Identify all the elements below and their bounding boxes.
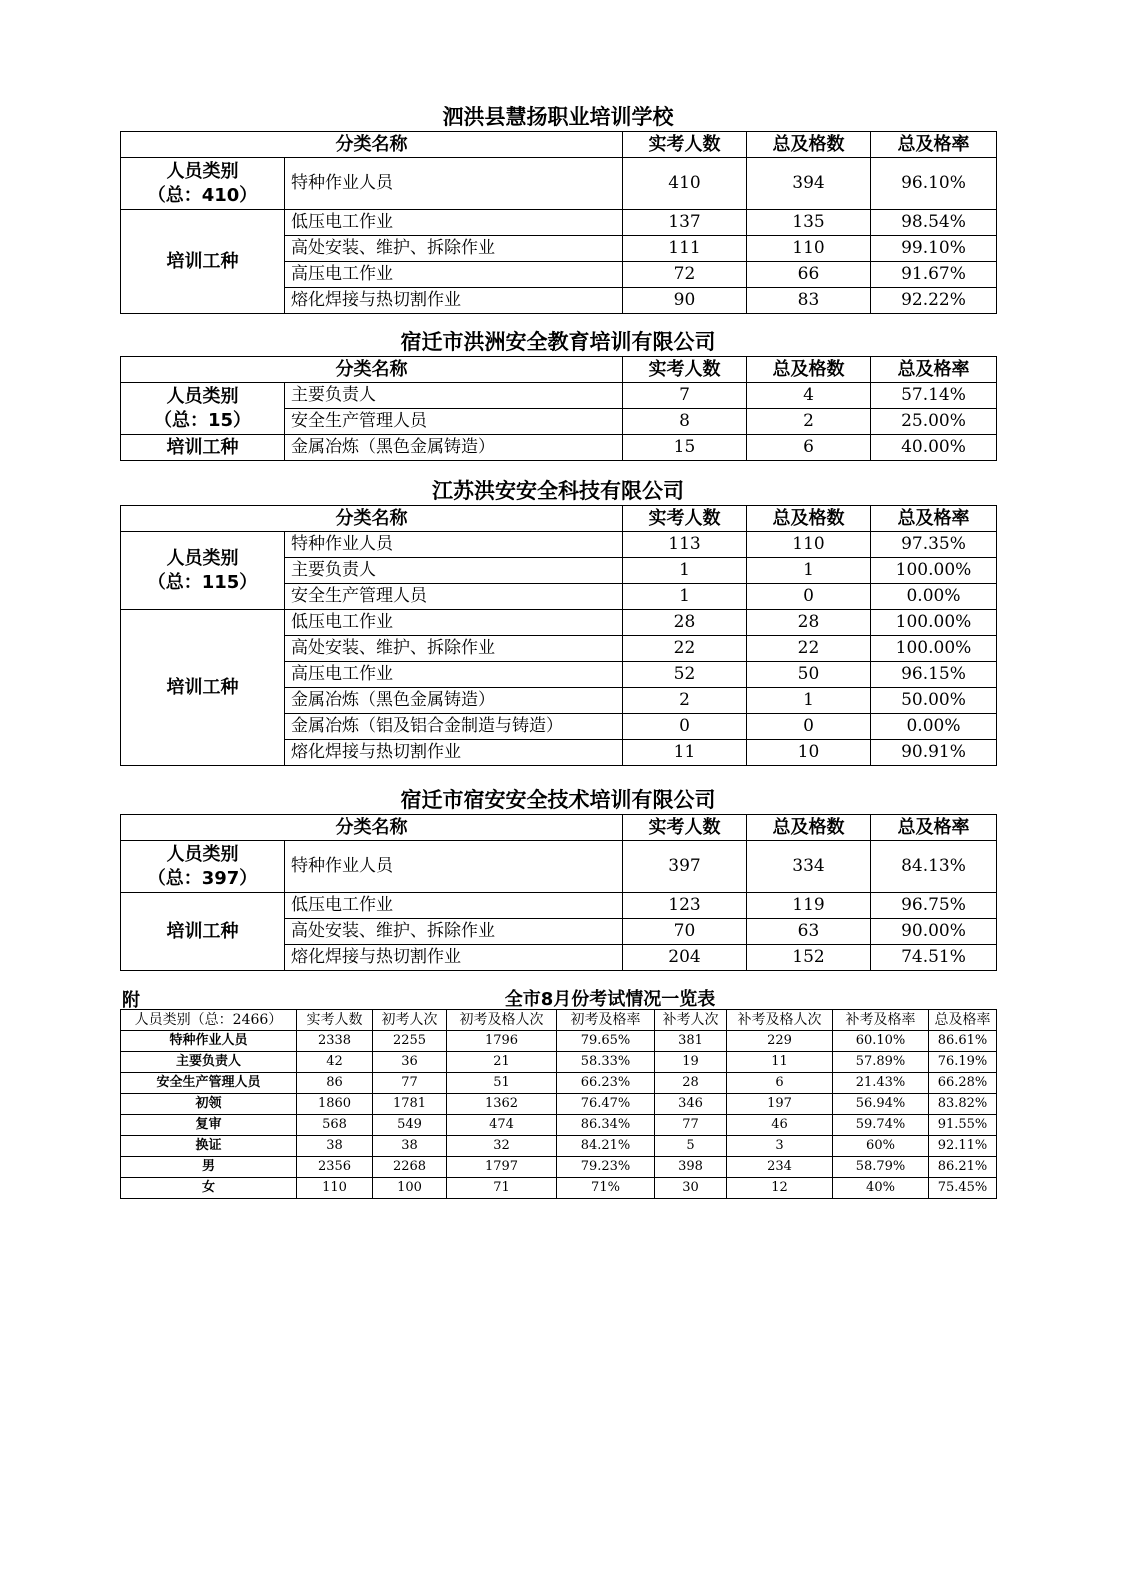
summary-cell: 1781 — [373, 1094, 447, 1115]
summary-cell: 2268 — [373, 1157, 447, 1178]
summary-cell: 32 — [447, 1136, 557, 1157]
summary-row — [121, 1115, 997, 1136]
row-rate: 0.00% — [871, 584, 997, 610]
summary-row-label: 换证 — [121, 1136, 297, 1157]
row-tested: 410 — [623, 158, 747, 210]
table-row — [121, 210, 997, 236]
header-tested: 实考人数 — [623, 132, 747, 158]
row-rate: 84.13% — [871, 841, 997, 893]
summary-cell: 77 — [373, 1073, 447, 1094]
summary-cell: 66.23% — [557, 1073, 655, 1094]
table-row — [121, 532, 997, 558]
summary-row — [121, 1031, 997, 1052]
summary-cell: 83.82% — [929, 1094, 997, 1115]
section-title: 宿迁市宿安安全技术培训有限公司 — [400, 788, 716, 812]
summary-cell: 21 — [447, 1052, 557, 1073]
row-rate: 97.35% — [871, 532, 997, 558]
summary-cell: 398 — [655, 1157, 727, 1178]
row-passed: 4 — [747, 383, 871, 409]
row-tested: 111 — [623, 236, 747, 262]
header-row — [121, 357, 997, 383]
row-tested: 113 — [623, 532, 747, 558]
summary-cell: 2255 — [373, 1031, 447, 1052]
row-name: 低压电工作业 — [285, 893, 623, 919]
summary-cell: 86 — [297, 1073, 373, 1094]
row-tested: 8 — [623, 409, 747, 435]
row-rate: 0.00% — [871, 714, 997, 740]
summary-cell: 71% — [557, 1178, 655, 1199]
header-passed: 总及格数 — [747, 506, 871, 532]
summary-row-label: 男 — [121, 1157, 297, 1178]
appendix-label: 附 — [122, 990, 140, 1011]
summary-cell: 38 — [373, 1136, 447, 1157]
summary-cell: 79.23% — [557, 1157, 655, 1178]
summary-cell: 381 — [655, 1031, 727, 1052]
results-table — [120, 814, 997, 971]
row-group-personnel: 人员类别 （总：397） — [121, 841, 285, 893]
row-passed: 110 — [747, 532, 871, 558]
summary-header-cell: 实考人数 — [297, 1010, 373, 1031]
summary-title: 全市8月份考试情况一览表 — [504, 989, 716, 1010]
row-passed: 22 — [747, 636, 871, 662]
row-rate: 96.75% — [871, 893, 997, 919]
header-row — [121, 132, 997, 158]
summary-cell: 12 — [727, 1178, 833, 1199]
header-passed: 总及格数 — [747, 132, 871, 158]
summary-row-label: 初领 — [121, 1094, 297, 1115]
summary-cell: 42 — [297, 1052, 373, 1073]
summary-header-cell: 补考及格率 — [833, 1010, 929, 1031]
table-row — [121, 893, 997, 919]
summary-cell: 51 — [447, 1073, 557, 1094]
summary-cell: 11 — [727, 1052, 833, 1073]
summary-cell: 86.21% — [929, 1157, 997, 1178]
row-name: 高处安装、维护、拆除作业 — [285, 919, 623, 945]
summary-cell: 92.11% — [929, 1136, 997, 1157]
results-table — [120, 356, 997, 461]
header-tested: 实考人数 — [623, 506, 747, 532]
summary-header-row — [121, 1010, 997, 1031]
summary-row — [121, 1136, 997, 1157]
header-rate: 总及格率 — [871, 815, 997, 841]
summary-cell: 84.21% — [557, 1136, 655, 1157]
row-passed: 10 — [747, 740, 871, 766]
summary-row — [121, 1157, 997, 1178]
row-passed: 6 — [747, 435, 871, 461]
summary-cell: 79.65% — [557, 1031, 655, 1052]
summary-cell: 59.74% — [833, 1115, 929, 1136]
row-rate: 96.10% — [871, 158, 997, 210]
header-category: 分类名称 — [121, 357, 623, 383]
summary-row-label: 主要负责人 — [121, 1052, 297, 1073]
summary-cell: 346 — [655, 1094, 727, 1115]
summary-row — [121, 1073, 997, 1094]
header-row — [121, 506, 997, 532]
header-rate: 总及格率 — [871, 506, 997, 532]
row-passed: 28 — [747, 610, 871, 636]
summary-cell: 58.79% — [833, 1157, 929, 1178]
summary-cell: 56.94% — [833, 1094, 929, 1115]
section-title: 宿迁市洪洲安全教育培训有限公司 — [400, 330, 716, 354]
row-name: 主要负责人 — [285, 383, 623, 409]
row-rate: 91.67% — [871, 262, 997, 288]
summary-cell: 3 — [727, 1136, 833, 1157]
row-tested: 70 — [623, 919, 747, 945]
table-row — [121, 610, 997, 636]
row-name: 低压电工作业 — [285, 610, 623, 636]
header-row — [121, 815, 997, 841]
summary-row-label: 安全生产管理人员 — [121, 1073, 297, 1094]
row-passed: 135 — [747, 210, 871, 236]
row-name: 高处安装、维护、拆除作业 — [285, 636, 623, 662]
row-group-training: 培训工种 — [121, 210, 285, 314]
summary-cell: 474 — [447, 1115, 557, 1136]
row-tested: 15 — [623, 435, 747, 461]
row-passed: 1 — [747, 558, 871, 584]
row-tested: 1 — [623, 558, 747, 584]
row-group-personnel: 人员类别 （总：410） — [121, 158, 285, 210]
summary-cell: 66.28% — [929, 1073, 997, 1094]
summary-cell: 58.33% — [557, 1052, 655, 1073]
summary-cell: 197 — [727, 1094, 833, 1115]
row-passed: 83 — [747, 288, 871, 314]
summary-cell: 100 — [373, 1178, 447, 1199]
table-row — [121, 841, 997, 893]
summary-cell: 5 — [655, 1136, 727, 1157]
row-rate: 90.00% — [871, 919, 997, 945]
summary-cell: 46 — [727, 1115, 833, 1136]
row-tested: 137 — [623, 210, 747, 236]
section-title: 泗洪县慧扬职业培训学校 — [442, 105, 674, 129]
summary-cell: 30 — [655, 1178, 727, 1199]
row-rate: 98.54% — [871, 210, 997, 236]
summary-header-cell: 补考及格人次 — [727, 1010, 833, 1031]
summary-table — [120, 1009, 997, 1199]
header-tested: 实考人数 — [623, 815, 747, 841]
row-rate: 50.00% — [871, 688, 997, 714]
row-rate: 100.00% — [871, 558, 997, 584]
row-name: 安全生产管理人员 — [285, 409, 623, 435]
summary-cell: 76.47% — [557, 1094, 655, 1115]
row-group-training: 培训工种 — [121, 435, 285, 461]
row-name: 熔化焊接与热切割作业 — [285, 945, 623, 971]
summary-header-cell: 初考及格率 — [557, 1010, 655, 1031]
row-name: 金属冶炼（黑色金属铸造） — [285, 688, 623, 714]
row-rate: 40.00% — [871, 435, 997, 461]
header-category: 分类名称 — [121, 506, 623, 532]
summary-cell: 77 — [655, 1115, 727, 1136]
row-name: 特种作业人员 — [285, 158, 623, 210]
row-tested: 7 — [623, 383, 747, 409]
summary-cell: 40% — [833, 1178, 929, 1199]
row-rate: 92.22% — [871, 288, 997, 314]
header-passed: 总及格数 — [747, 815, 871, 841]
summary-cell: 60.10% — [833, 1031, 929, 1052]
summary-header-cell: 初考人次 — [373, 1010, 447, 1031]
row-name: 金属冶炼（黑色金属铸造） — [285, 435, 623, 461]
row-passed: 50 — [747, 662, 871, 688]
row-tested: 397 — [623, 841, 747, 893]
row-passed: 152 — [747, 945, 871, 971]
row-rate: 100.00% — [871, 636, 997, 662]
summary-cell: 2356 — [297, 1157, 373, 1178]
row-name: 主要负责人 — [285, 558, 623, 584]
summary-cell: 1797 — [447, 1157, 557, 1178]
summary-cell: 6 — [727, 1073, 833, 1094]
summary-cell: 549 — [373, 1115, 447, 1136]
row-rate: 57.14% — [871, 383, 997, 409]
summary-header-cell: 人员类别（总：2466） — [121, 1010, 297, 1031]
row-tested: 1 — [623, 584, 747, 610]
summary-header-cell: 初考及格人次 — [447, 1010, 557, 1031]
row-name: 高处安装、维护、拆除作业 — [285, 236, 623, 262]
row-name: 熔化焊接与热切割作业 — [285, 740, 623, 766]
summary-cell: 234 — [727, 1157, 833, 1178]
summary-cell: 91.55% — [929, 1115, 997, 1136]
row-group-training: 培训工种 — [121, 893, 285, 971]
summary-cell: 60% — [833, 1136, 929, 1157]
summary-cell: 28 — [655, 1073, 727, 1094]
row-passed: 110 — [747, 236, 871, 262]
row-name: 安全生产管理人员 — [285, 584, 623, 610]
summary-cell: 110 — [297, 1178, 373, 1199]
row-tested: 52 — [623, 662, 747, 688]
row-passed: 66 — [747, 262, 871, 288]
summary-header-cell: 补考人次 — [655, 1010, 727, 1031]
row-tested: 72 — [623, 262, 747, 288]
header-category: 分类名称 — [121, 815, 623, 841]
summary-cell: 38 — [297, 1136, 373, 1157]
row-group-personnel: 人员类别 （总：15） — [121, 383, 285, 435]
summary-cell: 86.61% — [929, 1031, 997, 1052]
table-row — [121, 158, 997, 210]
row-tested: 22 — [623, 636, 747, 662]
summary-cell: 57.89% — [833, 1052, 929, 1073]
row-name: 特种作业人员 — [285, 532, 623, 558]
section-title: 江苏洪安安全科技有限公司 — [432, 479, 684, 503]
row-tested: 11 — [623, 740, 747, 766]
summary-row-label: 女 — [121, 1178, 297, 1199]
row-tested: 204 — [623, 945, 747, 971]
row-group-training: 培训工种 — [121, 610, 285, 766]
row-tested: 90 — [623, 288, 747, 314]
summary-cell: 1860 — [297, 1094, 373, 1115]
row-passed: 394 — [747, 158, 871, 210]
header-passed: 总及格数 — [747, 357, 871, 383]
summary-row — [121, 1052, 997, 1073]
header-rate: 总及格率 — [871, 132, 997, 158]
row-tested: 2 — [623, 688, 747, 714]
row-rate: 99.10% — [871, 236, 997, 262]
summary-cell: 1362 — [447, 1094, 557, 1115]
summary-row-label: 复审 — [121, 1115, 297, 1136]
row-rate: 96.15% — [871, 662, 997, 688]
summary-cell: 71 — [447, 1178, 557, 1199]
header-tested: 实考人数 — [623, 357, 747, 383]
summary-cell: 1796 — [447, 1031, 557, 1052]
row-name: 高压电工作业 — [285, 262, 623, 288]
header-rate: 总及格率 — [871, 357, 997, 383]
row-passed: 0 — [747, 714, 871, 740]
summary-cell: 229 — [727, 1031, 833, 1052]
summary-cell: 568 — [297, 1115, 373, 1136]
row-tested: 123 — [623, 893, 747, 919]
row-tested: 28 — [623, 610, 747, 636]
summary-cell: 76.19% — [929, 1052, 997, 1073]
summary-cell: 19 — [655, 1052, 727, 1073]
row-name: 低压电工作业 — [285, 210, 623, 236]
row-rate: 100.00% — [871, 610, 997, 636]
summary-row-label: 特种作业人员 — [121, 1031, 297, 1052]
row-passed: 63 — [747, 919, 871, 945]
row-passed: 119 — [747, 893, 871, 919]
row-name: 特种作业人员 — [285, 841, 623, 893]
row-name: 高压电工作业 — [285, 662, 623, 688]
row-passed: 1 — [747, 688, 871, 714]
row-tested: 0 — [623, 714, 747, 740]
summary-cell: 21.43% — [833, 1073, 929, 1094]
row-passed: 334 — [747, 841, 871, 893]
row-passed: 0 — [747, 584, 871, 610]
row-rate: 25.00% — [871, 409, 997, 435]
summary-header-cell: 总及格率 — [929, 1010, 997, 1031]
results-table — [120, 131, 997, 314]
row-name: 熔化焊接与热切割作业 — [285, 288, 623, 314]
summary-row — [121, 1094, 997, 1115]
table-row — [121, 435, 997, 461]
results-table — [120, 505, 997, 766]
row-rate: 90.91% — [871, 740, 997, 766]
row-passed: 2 — [747, 409, 871, 435]
row-group-personnel: 人员类别 （总：115） — [121, 532, 285, 610]
summary-cell: 36 — [373, 1052, 447, 1073]
row-rate: 74.51% — [871, 945, 997, 971]
table-row — [121, 383, 997, 409]
summary-cell: 2338 — [297, 1031, 373, 1052]
summary-cell: 75.45% — [929, 1178, 997, 1199]
summary-cell: 86.34% — [557, 1115, 655, 1136]
summary-row — [121, 1178, 997, 1199]
header-category: 分类名称 — [121, 132, 623, 158]
row-name: 金属冶炼（铝及铝合金制造与铸造） — [285, 714, 623, 740]
